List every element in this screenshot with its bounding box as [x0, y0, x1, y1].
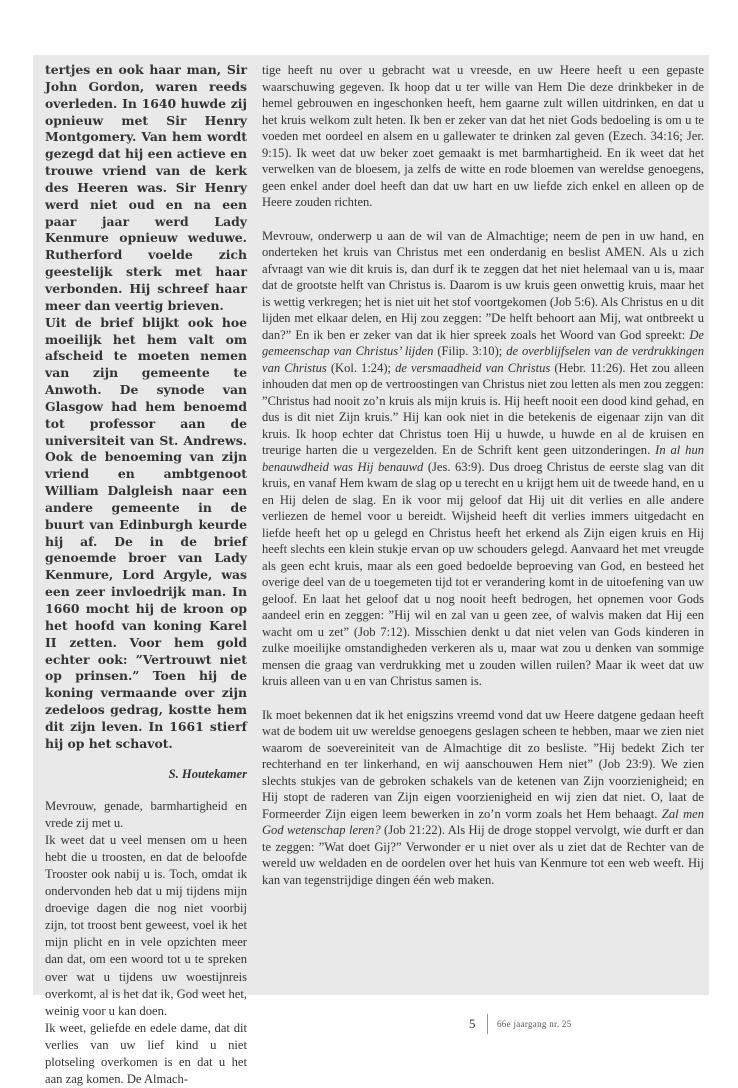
author-signature: S. Houtekamer — [168, 766, 247, 781]
letter-paragraph-5 — [262, 707, 704, 889]
letter-paragraph-1: Ik weet dat u veel mensen om u heen hebt die u troosten, en dat de beloofde Trooster ook nabij u is. Toch, omdat ik ondervonden heb dat u mij tijdens mijn droevige dagen die nog niet voorbij zijn, tot troost bent geweest, voel ik het mijn plicht en in vele opzichten meer dan dat, om een woord tot u te spreken over wat u tijdens uw woestijnreis overkomt, al is het dat ik, God weet het, weinig voor u kan doen. — [45, 832, 247, 1018]
page-number: 5 — [469, 1016, 476, 1031]
scripture-quote: Zal men God wetenschap leren? — [262, 806, 704, 837]
footer-divider — [487, 1014, 488, 1034]
scripture-quote: De gemeenschap van Christus’ lijden — [262, 327, 704, 358]
letter-paragraph-3: tige heeft nu over u gebracht wat u vreesde, en uw Heere heeft u een gepaste waarschuwing gegeven. Ik hoop dat u ter wille van Hem Die deze drinkbeker in de hemel gebrouwen en ingeschonken heeft, hem gaarne zult willen uitdrinken, en dat u het kruis welkom zult heten. Ik ben er zeker van dat het niet Gods bedoeling is om u te voeden met oordeel en alsem en u gallewater te drinken zal geven (Ezech. 34:16; Jer. 9:15). Ik weet dat uw beker zoet gemaakt is met barmhartigheid. En ik weet dat het verwelken van de bloesem, ja zelfs de witte en rode bloemen van wereldse genoegens, geen enkel ander doel heeft dan dat uw hart en uw liefde zich enkel en alleen op de Heere zouden richten. — [262, 63, 704, 209]
bio-paragraph-2: Uit de brief blijkt ook hoe moeilijk het hem valt om afscheid te moeten nemen van zijn gemeente te Anwoth. De synode van Glasgow had hem benoemd tot professor aan de universiteit van St. Andrews. Ook de benoeming van zijn vriend en ambtgenoot William Dalgleish naar een andere gemeente in de buurt van Edinburgh keurde hij af. De in de brief genoemde broer van Lady Kenmure, Lord Argyle, was een zeer invloedrijk man. In 1660 mocht hij de kroon op het hoofd van koning Karel II zetten. Voor hem gold echter ook: ”Vertrouwt niet op prinsen.” Toen hij de koning vermaande over zijn zedeloos gedrag, kostte hem dit zijn leven. In 1661 stierf hij op het schavot. — [45, 314, 247, 751]
left-column — [45, 62, 247, 1088]
letter-paragraph-4 — [262, 228, 704, 690]
text-run: (Filip. 3:10); — [433, 344, 507, 358]
text-run: (Hebr. 11:26). Het zou alleen inhouden dat men op de vertroostingen van Christus niet zou letten als men zou zeggen: ”Christus had nooit zo’n kruis als mijn kruis is. Hij heeft nooit een dood kind gehad, en dus is dit niet Zijn kruis.” Hij kan ook niet in die betekenis de eigenaar zijn van dit kruis. Ik hoop echter dat Christus toen Hij u huwde, u huwde en al de kruisen en treurige harten die u vergezelden. En de Schrift kent geen uitzonderingen. — [262, 360, 704, 457]
scripture-quote: de overblijfselen van de verdrukkingen van Christus — [262, 344, 704, 375]
scripture-quote: de versmaadheid van Christus — [395, 360, 551, 375]
text-run: Ik moet bekennen dat ik het enigszins vreemd vond dat uw Heere datgene gedaan heeft wat de bodem uit uw wereldse genoegens geslagen scheen te hebben, maar we zien niet waarom de soevereiniteit van de Almachtige dit zo besliste. ”Hij bedekt Zich ter rechterhand en ter linkerhand, en wij aanschouwen Hem niet” (Job 23:9). We zien slechts stukjes van de gebroken schakels van de ketenen van Zijn voorzienigheid; en Hij stopt de raderen van Zijn eigen voorzienigheid en wij zien dat niet. O, laat de Formeerder Zijn eigen leem bewerken in zo’n vorm zoals het Hem behaagt. — [262, 707, 704, 821]
text-run: Mevrouw, onderwerp u aan de wil van de Almachtige; neem de pen in uw hand, en onderteken het kruis van Christus met een onderdanig en beslist AMEN. Als u zich afvraagt van wie dit kruis is, dan durf ik te zeggen dat het niet helemaal van u is, maar dat de grootste helft van Christus is. Daarom is uw kruis geen onwettig kruis, maar het is wettig verkregen; het is niet uit het stof voortgekomen (Job 5:6). Als Christus en u dit lijden met elkaar delen, en Hij zou zeggen: ”De helft behoort aan Mij, wat ontbreekt u dan?” En ik ben er zeker van dat ik hier spreek zoals het Woord van God spreekt: — [262, 228, 704, 342]
bio-paragraph-1: tertjes en ook haar man, Sir John Gordon, waren reeds overleden. In 1640 huwde zij opnieuw met Sir Henry Montgomery. Van hem wordt gezegd dat hij een actieve en trouwe vriend van de kerk des Heeren was. Sir Henry werd niet oud en na een paar jaar werd Lady Kenmure opnieuw weduwe. Rutherford voelde zich geestelijk sterk met haar verbonden. Hij schreef haar meer dan veertig brieven. — [45, 62, 247, 313]
text-run: (Kol. 1:24); — [326, 360, 396, 375]
letter-salutation: Mevrouw, genade, barmhartigheid en vrede zij met u. — [45, 798, 247, 830]
letter-paragraph-2: Ik weet, geliefde en edele dame, dat dit verlies van uw lief kind u niet plotseling overkomen is en dat u het aan zag komen. De Almach- — [45, 1020, 247, 1087]
text-run: (Job 21:22). Als Hij de droge stoppel vervolgt, wie durft er dan te zeggen: ”Wat doet Gij?” Verwonder er u niet over als u ziet dat de Rechter van de wereld uw weldaden en de oordelen over het huis van Kenmure tot een web weeft. Hij kan van tegenstrijdige dingen één web maken. — [262, 823, 704, 887]
text-run: (Jes. 63:9). Dus droeg Christus de eerste slag van dit kruis, en vanaf Hem kwam de slag op u terecht en u krijgt hem uit de tweede hand, en u en Hij delen de slag. En ik voor mij geloof dat Hij uit dit verlies en alle andere verliezen de hemel voor u bereidt. Wijsheid heeft dit verlies immers uitgedacht en liefde heeft het op u gelegd en Christus heeft het erkend als Zijn eigen kruis en Hij heeft slechts een klein stukje ervan op uw schouders gelegd. Aanvaard het met vreugde als geen echt kruis, maar als een goed bedoelde beproeving van God, en besteed het overige deel van de u toegemeten tijd tot er verandering komt in de uitoefening van uw geloof. En laat het geloof dat u nog nooit heeft bedrogen, het opnemen voor Gods aandeel erin en zeggen: ”Hij wil en zal van u geen zee, of walvis maken dat Hij een wacht om u zet” (Job 7:12). Misschien denkt u dat niet velen van Gods kinderen in zulke moeilijke omstandigheden verkeren als u, maar wat zou u denken van sommige mensen die graag van verdrukking met u zouden willen ruilen? Maar ik weet dat uw kruis alleen van u en van Christus samen is. — [262, 459, 704, 688]
right-column — [262, 62, 704, 888]
scripture-quote: In al hun benauwdheid was Hij benauwd — [262, 443, 704, 474]
journal-issue: 66e jaargang nr. 25 — [497, 1019, 572, 1029]
